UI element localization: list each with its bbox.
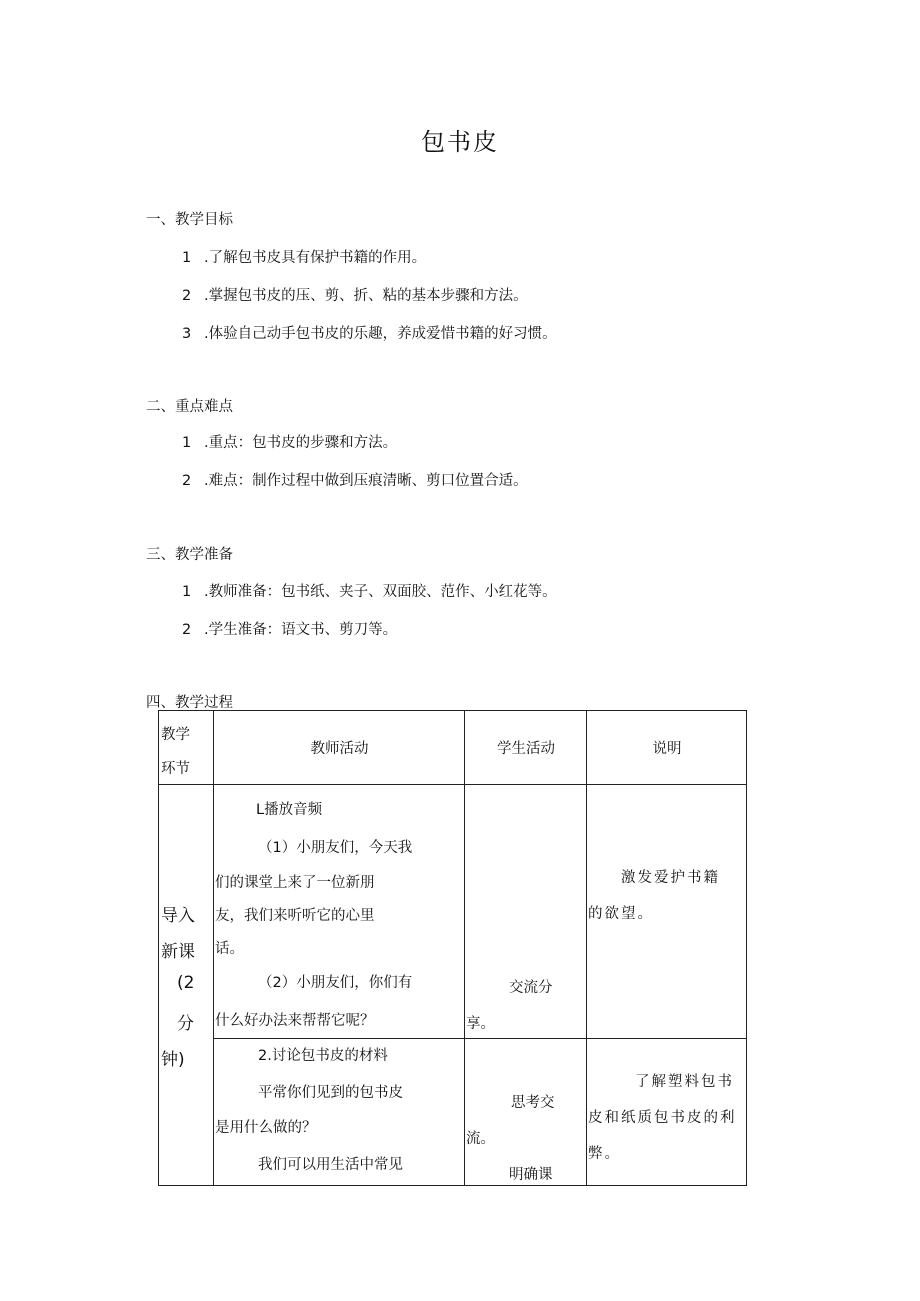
header-note-cell (587, 711, 747, 785)
table-header-row (159, 711, 747, 785)
teacher-line: 们的课堂上来了一位新朋 (215, 875, 375, 891)
stage-line: 分 (177, 1014, 194, 1034)
stage-line: 钟) (161, 1050, 185, 1070)
teacher-line: （1）小朋友们，今天我 (258, 840, 413, 856)
section-heading-key-points: 二、重点难点 (146, 399, 233, 415)
teacher-line: 什么好办法来帮帮它呢？ (215, 1013, 375, 1029)
table-row (159, 1039, 747, 1186)
preparation-item-2 (182, 618, 397, 639)
note-line: 了解塑料包书 (635, 1074, 734, 1090)
teacher-line: 2.讨论包书皮的材料 (258, 1048, 388, 1064)
header-teacher-cell (214, 711, 465, 785)
item-number: 3 (182, 326, 192, 342)
teacher-activity-cell (214, 785, 465, 1039)
teacher-line: L播放音频 (256, 802, 323, 818)
item-text: .了解包书皮具有保护书籍的作用。 (204, 250, 427, 266)
student-line: 思考交 (511, 1095, 555, 1111)
objective-item-3 (182, 322, 557, 343)
item-number: 2 (182, 473, 192, 489)
item-number: 2 (182, 622, 192, 638)
key-point-item-2 (182, 469, 528, 490)
page-title: 包书皮 (421, 128, 499, 156)
header-stage-cell (159, 711, 214, 785)
header-student: 学生活动 (497, 741, 555, 757)
table-row (159, 785, 747, 1039)
preparation-item-1 (182, 580, 557, 601)
note-cell (587, 785, 747, 1039)
note-line: 激发爱护书籍 (621, 870, 720, 886)
student-line: 流。 (466, 1131, 495, 1147)
header-stage-line1: 教学 (161, 727, 190, 743)
teacher-line: 我们可以用生活中常见 (258, 1157, 403, 1173)
item-number: 1 (182, 584, 192, 600)
student-activity-cell (465, 1039, 587, 1186)
item-text: .学生准备：语文书、剪刀等。 (204, 622, 398, 638)
header-student-cell (465, 711, 587, 785)
stage-line: 新课 (161, 942, 195, 962)
objective-item-1 (182, 246, 426, 267)
teaching-process-table (158, 710, 747, 1186)
item-text: .掌握包书皮的压、剪、折、粘的基本步骤和方法。 (204, 288, 528, 304)
note-line: 弊。 (588, 1146, 621, 1162)
item-number: 1 (182, 250, 192, 266)
key-point-item-1 (182, 431, 397, 452)
teacher-line: （2）小朋友们，你们有 (258, 975, 413, 991)
stage-line: 导入 (161, 906, 195, 926)
header-teacher: 教师活动 (310, 741, 369, 757)
header-stage-line2: 环节 (161, 761, 190, 777)
teacher-line: 是用什么做的？ (215, 1120, 317, 1136)
objective-item-2 (182, 284, 528, 305)
header-note: 说明 (652, 741, 682, 757)
teacher-line: 平常你们见到的包书皮 (258, 1085, 403, 1101)
teacher-line: 友，我们来听听它的心里 (215, 908, 375, 924)
item-text: .重点：包书皮的步骤和方法。 (204, 435, 398, 451)
item-text: .难点：制作过程中做到压痕清晰、剪口位置合适。 (204, 473, 528, 489)
student-line: 享。 (466, 1016, 495, 1032)
item-number: 2 (182, 288, 192, 304)
item-text: .教师准备：包书纸、夹子、双面胶、范作、小红花等。 (204, 584, 557, 600)
stage-cell (159, 785, 214, 1186)
student-activity-cell (465, 785, 587, 1039)
note-cell (587, 1039, 747, 1186)
student-line: 明确课 (509, 1167, 553, 1183)
teacher-activity-cell (214, 1039, 465, 1186)
teacher-line: 话。 (215, 941, 244, 957)
note-line: 皮和纸质包书皮的利 (588, 1110, 737, 1126)
note-line: 的欲望。 (588, 906, 654, 922)
section-heading-objectives: 一、教学目标 (146, 212, 233, 228)
student-line: 交流分 (509, 980, 553, 996)
section-heading-process: 四、教学过程 (146, 695, 233, 711)
item-text: .体验自己动手包书皮的乐趣，养成爱惜书籍的好习惯。 (204, 326, 557, 342)
section-heading-preparation: 三、教学准备 (146, 547, 233, 563)
stage-line: (2 (177, 973, 195, 993)
item-number: 1 (182, 435, 192, 451)
